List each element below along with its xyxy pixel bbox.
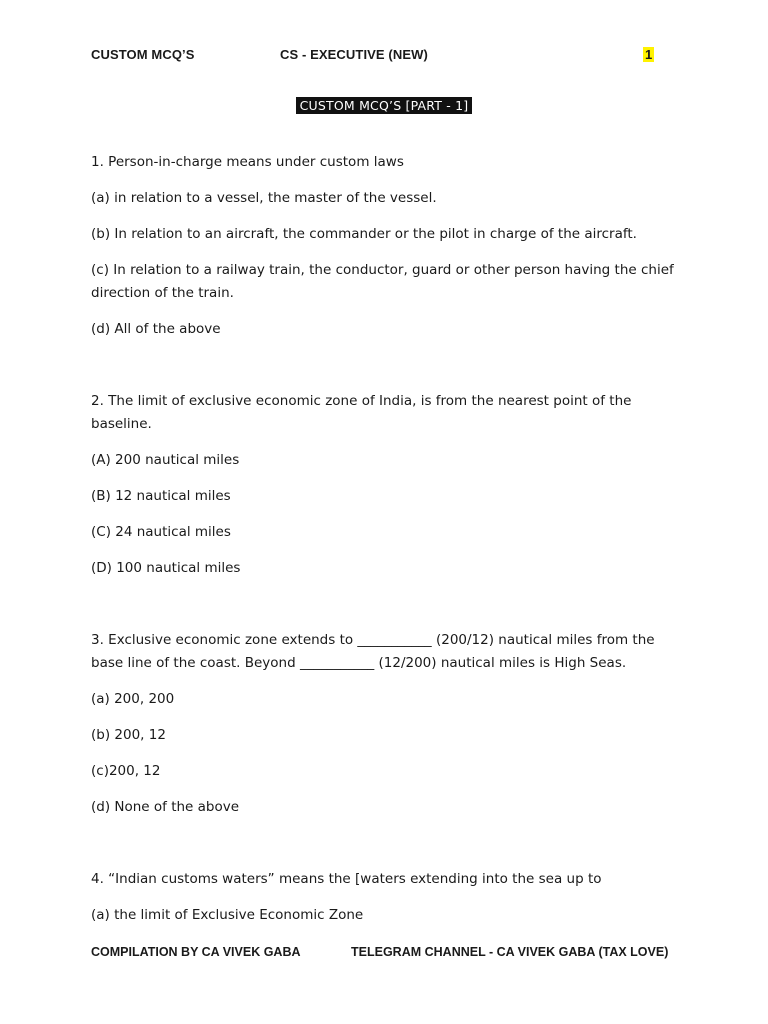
option-text: (d) All of the above — [91, 321, 221, 337]
question-block — [91, 629, 691, 819]
option-text: (c) In relation to a railway train, the conductor, guard or other person having the chief direction of the train. — [91, 262, 674, 301]
header-center-title: CS - EXECUTIVE (NEW) — [280, 47, 428, 62]
spacer — [91, 593, 691, 629]
option-text: (a) 200, 200 — [91, 691, 175, 707]
footer-right: TELEGRAM CHANNEL - CA VIVEK GABA (TAX LOVE) — [351, 945, 669, 959]
question-text: 1. Person-in-charge means under custom laws — [91, 154, 404, 170]
header-left-title: CUSTOM MCQ’S — [91, 47, 195, 62]
option-text: (B) 12 nautical miles — [91, 488, 231, 504]
question-block — [91, 390, 691, 580]
option-text: (b) In relation to an aircraft, the commander or the pilot in charge of the aircraft. — [91, 226, 637, 242]
page-number: 1 — [645, 47, 653, 62]
page-title: CUSTOM MCQ’S [PART - 1] — [296, 97, 473, 114]
question-block — [91, 868, 691, 927]
option-text: (b) 200, 12 — [91, 727, 166, 743]
spacer — [91, 354, 691, 390]
question-list — [91, 151, 691, 940]
footer-left: COMPILATION BY CA VIVEK GABA — [91, 945, 301, 959]
option-text: (a) in relation to a vessel, the master of the vessel. — [91, 190, 437, 206]
option-text: (d) None of the above — [91, 799, 240, 815]
option-text: (D) 100 nautical miles — [91, 560, 241, 576]
option-text: (A) 200 nautical miles — [91, 452, 240, 468]
option-text: (C) 24 nautical miles — [91, 524, 231, 540]
spacer — [91, 832, 691, 868]
question-block — [91, 151, 691, 341]
question-text: 2. The limit of exclusive economic zone of India, is from the nearest point of the baseline. — [91, 393, 632, 432]
option-text: (a) the limit of Exclusive Economic Zone — [91, 907, 364, 923]
title-wrapper — [0, 95, 768, 114]
option-text: (c)200, 12 — [91, 763, 161, 779]
question-text: 3. Exclusive economic zone extends to ___________ (200/12) nautical miles from the base line of the coast. Beyond ___________ (12/200) nautical miles is High Seas. — [91, 632, 655, 671]
question-text: 4. “Indian customs waters” means the [waters extending into the sea up to — [91, 871, 602, 887]
